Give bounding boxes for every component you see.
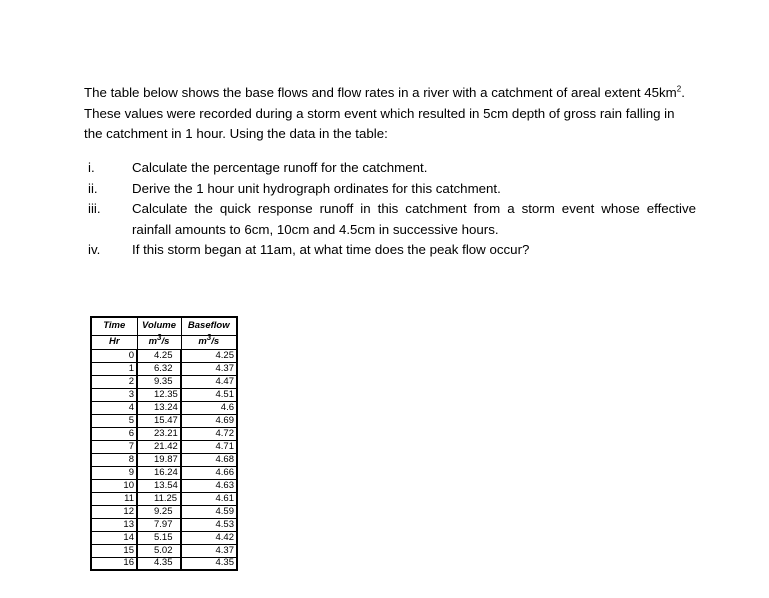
table-row bbox=[91, 375, 237, 388]
cell-baseflow: 4.6 bbox=[181, 401, 237, 414]
question-text: Calculate the percentage runoff for the catchment. bbox=[132, 160, 428, 175]
table-row bbox=[91, 544, 237, 557]
unit-time: Hr bbox=[91, 335, 137, 349]
intro-paragraph bbox=[84, 83, 696, 145]
cell-time: 3 bbox=[91, 388, 137, 401]
cell-volume: 7.97 bbox=[137, 518, 181, 531]
question-text: Calculate the quick response runoff in this catchment from a storm event whose effective rainfall amounts to 6cm, 10cm and 4.5cm in successive hours. bbox=[132, 201, 696, 237]
table-row bbox=[91, 518, 237, 531]
cell-volume: 19.87 bbox=[137, 453, 181, 466]
unit-baseflow-suffix: /s bbox=[211, 336, 220, 347]
cell-time: 15 bbox=[91, 544, 137, 557]
intro-line-2: These values were recorded during a storm event which resulted in 5cm depth of gross rain falling in the catchment in 1 hour. Using the data in the table: bbox=[84, 105, 675, 141]
cell-time: 11 bbox=[91, 492, 137, 505]
cell-volume: 23.21 bbox=[137, 427, 181, 440]
table-row bbox=[91, 531, 237, 544]
cell-time: 10 bbox=[91, 479, 137, 492]
cell-baseflow: 4.63 bbox=[181, 479, 237, 492]
cell-time: 8 bbox=[91, 453, 137, 466]
table-row bbox=[91, 479, 237, 492]
unit-baseflow bbox=[181, 332, 237, 349]
cell-baseflow: 4.35 bbox=[181, 557, 237, 570]
table-row bbox=[91, 414, 237, 427]
table-row bbox=[91, 453, 237, 466]
cell-baseflow: 4.51 bbox=[181, 388, 237, 401]
intro-line-1-end: . bbox=[681, 85, 685, 100]
cell-volume: 13.54 bbox=[137, 479, 181, 492]
table-row bbox=[91, 427, 237, 440]
question-item bbox=[84, 199, 696, 240]
unit-volume bbox=[137, 332, 181, 349]
question-text: If this storm began at 11am, at what time does the peak flow occur? bbox=[132, 242, 530, 257]
cell-baseflow: 4.37 bbox=[181, 544, 237, 557]
question-number: i. bbox=[88, 160, 95, 175]
cell-volume: 9.25 bbox=[137, 505, 181, 518]
table-row bbox=[91, 505, 237, 518]
cell-baseflow: 4.68 bbox=[181, 453, 237, 466]
question-item bbox=[84, 179, 696, 200]
table-row bbox=[91, 466, 237, 479]
cell-time: 16 bbox=[91, 557, 137, 570]
header-baseflow: Baseflow bbox=[181, 317, 237, 335]
cell-baseflow: 4.37 bbox=[181, 362, 237, 375]
cell-volume: 12.35 bbox=[137, 388, 181, 401]
cell-volume: 21.42 bbox=[137, 440, 181, 453]
cell-baseflow: 4.53 bbox=[181, 518, 237, 531]
question-list bbox=[84, 158, 696, 261]
cell-volume: 16.24 bbox=[137, 466, 181, 479]
flow-data-table bbox=[90, 316, 238, 571]
cell-volume: 9.35 bbox=[137, 375, 181, 388]
cell-volume: 4.25 bbox=[137, 349, 181, 362]
intro-superscript: 2 bbox=[676, 84, 682, 94]
cell-volume: 15.47 bbox=[137, 414, 181, 427]
cell-time: 13 bbox=[91, 518, 137, 531]
table-row bbox=[91, 349, 237, 362]
header-time: Time bbox=[91, 317, 137, 335]
table-body bbox=[91, 349, 237, 570]
cell-baseflow: 4.42 bbox=[181, 531, 237, 544]
question-text: Derive the 1 hour unit hydrograph ordinates for this catchment. bbox=[132, 180, 501, 196]
cell-time: 14 bbox=[91, 531, 137, 544]
cell-baseflow: 4.72 bbox=[181, 427, 237, 440]
cell-baseflow: 4.47 bbox=[181, 375, 237, 388]
table-row bbox=[91, 440, 237, 453]
cell-time: 5 bbox=[91, 414, 137, 427]
cell-volume: 11.25 bbox=[137, 492, 181, 505]
cell-baseflow: 4.69 bbox=[181, 414, 237, 427]
cell-volume: 6.32 bbox=[137, 362, 181, 375]
question-number: ii. bbox=[88, 180, 98, 196]
unit-volume-suffix: /s bbox=[161, 336, 170, 347]
cell-baseflow: 4.25 bbox=[181, 349, 237, 362]
cell-time: 0 bbox=[91, 349, 137, 362]
cell-time: 2 bbox=[91, 375, 137, 388]
question-number: iii. bbox=[88, 201, 101, 216]
cell-volume: 5.02 bbox=[137, 544, 181, 557]
cell-time: 1 bbox=[91, 362, 137, 375]
unit-baseflow-base: m bbox=[198, 336, 207, 347]
cell-baseflow: 4.61 bbox=[181, 492, 237, 505]
cell-volume: 5.15 bbox=[137, 531, 181, 544]
cell-time: 6 bbox=[91, 427, 137, 440]
table-row bbox=[91, 401, 237, 414]
cell-volume: 13.24 bbox=[137, 401, 181, 414]
question-item bbox=[84, 158, 696, 179]
unit-volume-base: m bbox=[148, 336, 158, 347]
cell-baseflow: 4.71 bbox=[181, 440, 237, 453]
unit-baseflow-sup: 3 bbox=[206, 332, 212, 342]
cell-baseflow: 4.59 bbox=[181, 505, 237, 518]
table-row bbox=[91, 492, 237, 505]
cell-time: 7 bbox=[91, 440, 137, 453]
cell-time: 4 bbox=[91, 401, 137, 414]
header-volume: Volume bbox=[137, 317, 181, 335]
table-row bbox=[91, 557, 237, 570]
table-row bbox=[91, 362, 237, 375]
intro-line-1: The table below shows the base flows and flow rates in a river with a catchment of areal extent 45km bbox=[84, 85, 677, 100]
question-item bbox=[84, 240, 696, 261]
table-row bbox=[91, 388, 237, 401]
cell-time: 9 bbox=[91, 466, 137, 479]
cell-time: 12 bbox=[91, 505, 137, 518]
cell-volume: 4.35 bbox=[137, 557, 181, 570]
unit-volume-sup: 3 bbox=[157, 332, 162, 342]
cell-baseflow: 4.66 bbox=[181, 466, 237, 479]
question-number: iv. bbox=[88, 242, 101, 257]
